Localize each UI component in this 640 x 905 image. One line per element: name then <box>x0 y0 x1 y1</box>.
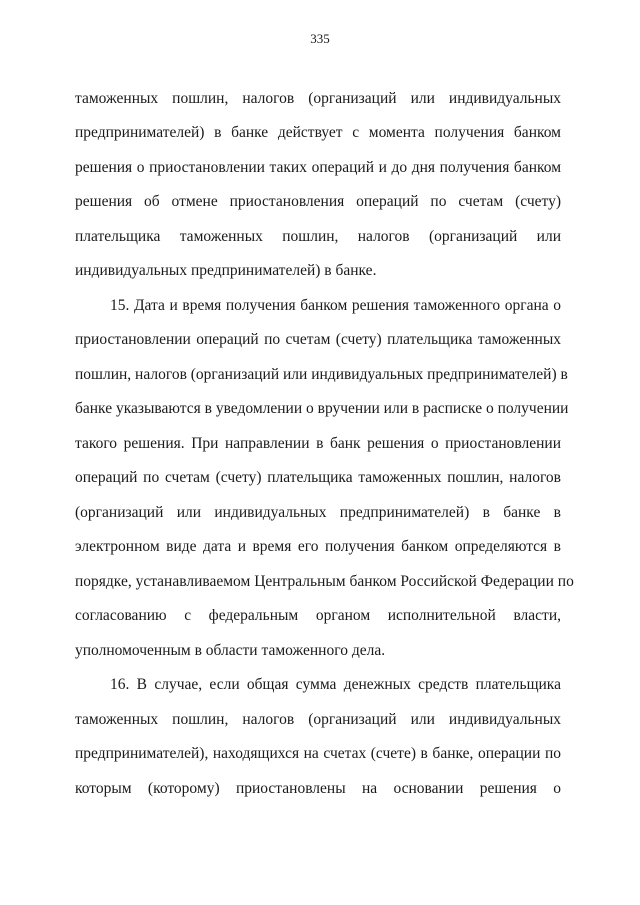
text-line: приостановлении операций по счетам (счету) плательщика таможенных <box>75 331 561 348</box>
text-line: решения о приостановлении таких операций и до дня получения банком <box>75 159 561 176</box>
text-line: уполномоченным в области таможенного дела. <box>75 642 386 659</box>
text-line: операций по счетам (счету) плательщика таможенных пошлин, налогов <box>75 469 561 486</box>
text-line: пошлин, налогов (организаций или индивидуальных предпринимателей) в <box>75 366 568 383</box>
text-line: 16. В случае, если общая сумма денежных средств плательщика <box>110 676 561 693</box>
text-line: индивидуальных предпринимателей) в банке. <box>75 262 377 279</box>
page-number: 335 <box>310 31 330 46</box>
text-line: таможенных пошлин, налогов (организаций или индивидуальных <box>75 90 561 107</box>
text-line: предпринимателей) в банке действует с момента получения банком <box>75 124 561 141</box>
text-line: согласованию с федеральным органом исполнительной власти, <box>75 607 561 624</box>
text-line: такого решения. При направлении в банк решения о приостановлении <box>75 435 561 452</box>
text-line: таможенных пошлин, налогов (организаций или индивидуальных <box>75 711 561 728</box>
text-line: (организаций или индивидуальных предпринимателей) в банке в <box>75 504 561 521</box>
text-line: решения об отмене приостановления операций по счетам (счету) <box>75 193 561 210</box>
text-line: 15. Дата и время получения банком решения таможенного органа о <box>110 297 561 314</box>
text-line: порядке, устанавливаемом Центральным банком Российской Федерации по <box>75 573 574 590</box>
text-line: банке указываются в уведомлении о вручении или в расписке о получении <box>75 400 569 417</box>
text-line: плательщика таможенных пошлин, налогов (организаций или <box>75 228 561 245</box>
text-line: которым (которому) приостановлены на основании решения о <box>75 780 561 797</box>
text-line: предпринимателей), находящихся на счетах (счете) в банке, операции по <box>75 745 561 762</box>
text-line: электронном виде дата и время его получения банком определяются в <box>75 538 561 555</box>
